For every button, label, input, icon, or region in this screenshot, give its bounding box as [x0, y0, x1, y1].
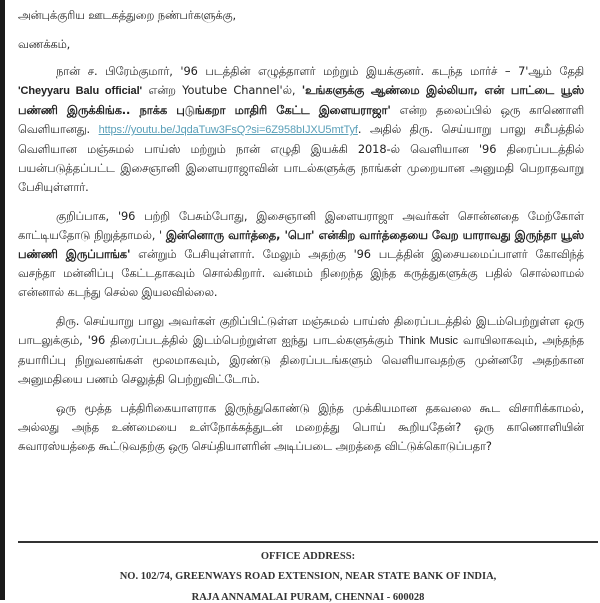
label-name: Think Music — [398, 335, 458, 347]
youtube-link[interactable]: https://youtu.be/JqdaTuw3FsQ?si=6Z958bIJXU5mtTyf — [98, 124, 358, 136]
greeting: அன்புக்குரிய ஊடகத்துறை நண்பர்களுக்கு, — [18, 8, 237, 22]
left-edge-strip — [0, 0, 5, 600]
para2-text: என்றும் பேசியுள்ளார். மேலும் அதற்கு '96 படத்தின் இசையமைப்பாளர் கோவிந்த் வசந்தா மன்னிப்பு கேட்டதாகவும் சொல்கிறார். வன்மம் நிறைந்த இந்த கருத்துகளுக்கு பதில் சொல்லாமல் என்னால் கடந்து செல்ல இயலவில்லை. — [18, 247, 584, 299]
quoted-remark: இன்னொரு வார்த்தை, 'பொ' என்கிற வார்த்தையை வேற யாராவது இருந்தா யூஸ் பண்ணி இருப்பாங்க' — [18, 228, 584, 261]
para2-text: குறிப்பாக, '96 பற்றி பேசும்போது, இசைஞானி இளையராஜா அவர்கள் சொன்னதை மேற்கோள் காட்டியதோடு நிறுத்தாமல், ' — [18, 209, 584, 242]
office-address-line-2: RAJA ANNAMALAI PURAM, CHENNAI - 600028 — [191, 592, 425, 603]
paragraph-2 — [18, 207, 584, 302]
office-address-line-1: NO. 102/74, GREENWAYS ROAD EXTENSION, NEAR STATE BANK OF INDIA, — [119, 571, 497, 582]
paragraph-1 — [18, 62, 584, 197]
letter-body — [18, 6, 584, 466]
para1-text: . அதில் திரு. செய்யாறு பாலு சமீபத்தில் வெளியான மஞ்சுமல் பாய்ஸ் மற்றும் நான் எழுதி இயக்கி 2018-ல் வெளியான '96 திரைப்படத்தில் பயன்படுத்தப்பட்ட இசைஞானி இளையராஜாவின் பாடல்களுக்கு நாங்கள் முறையான அனுமதி பெறாதவாறு பேசியுள்ளார். — [18, 122, 584, 194]
paragraph-4: ஒரு மூத்த பத்திரிகையாளராக இருந்துகொண்டு இந்த முக்கியமான தகவலை கூட விசாரிக்காமல், அல்லது அந்த உண்மையை உள்நோக்கத்துடன் மறைத்து பொய் கூறியதேன்? ஒரு காணொளியின் சுவாரஸ்யத்தை கூட்டுவதற்கு ஒரு செய்தியாளரின் அடிப்படை அறத்தை விட்டுக்கொடுப்பதா? — [18, 401, 584, 453]
para1-text: என்ற தலைப்பில் ஒரு காணொளி வெளியானது. — [18, 103, 584, 136]
para1-text: என்ற Youtube Channel'ல், — [142, 83, 302, 97]
channel-name: 'Cheyyaru Balu official' — [18, 85, 143, 97]
paragraph-3 — [18, 312, 584, 389]
para1-text: நான் ச. பிரேம்குமார், '96 படத்தின் எழுத்தாளர் மற்றும் இயக்குனர். கடந்த மார்ச் – 7'ஆம் தேதி — [56, 64, 584, 78]
salutation: வணக்கம், — [18, 37, 71, 51]
para3-text: வாயிலாகவும், அந்தந்த தயாரிப்பு நிறுவனங்கள் மூலமாகவும், இரண்டு திரைப்படங்களும் வெளியாவதற்கு முன்னரே அதற்கான அனுமதியை பணம் செலுத்தி பெற்றுவிட்டோம். — [18, 333, 584, 386]
office-address-heading: OFFICE ADDRESS: — [260, 551, 356, 562]
footer-divider — [18, 541, 598, 543]
video-title-quote: 'உங்களுக்கு ஆண்மை இல்லியா, என் பாட்டை யூஸ் பண்ணி இருக்கிங்க.. நாக்க புடுங்கறா மாதிரி கேட்ட இளையராஜா' — [18, 83, 584, 117]
para3-text: திரு. செய்யாறு பாலு அவர்கள் குறிப்பிட்டுள்ள மஞ்சுமல் பாய்ஸ் திரைப்படத்தில் இடம்பெற்றுள்ள ஒரு பாடலுக்கும், '96 திரைப்படத்தில் இடம்பெற்றுள்ள ஐந்து பாடல்களுக்கும் — [18, 314, 584, 347]
